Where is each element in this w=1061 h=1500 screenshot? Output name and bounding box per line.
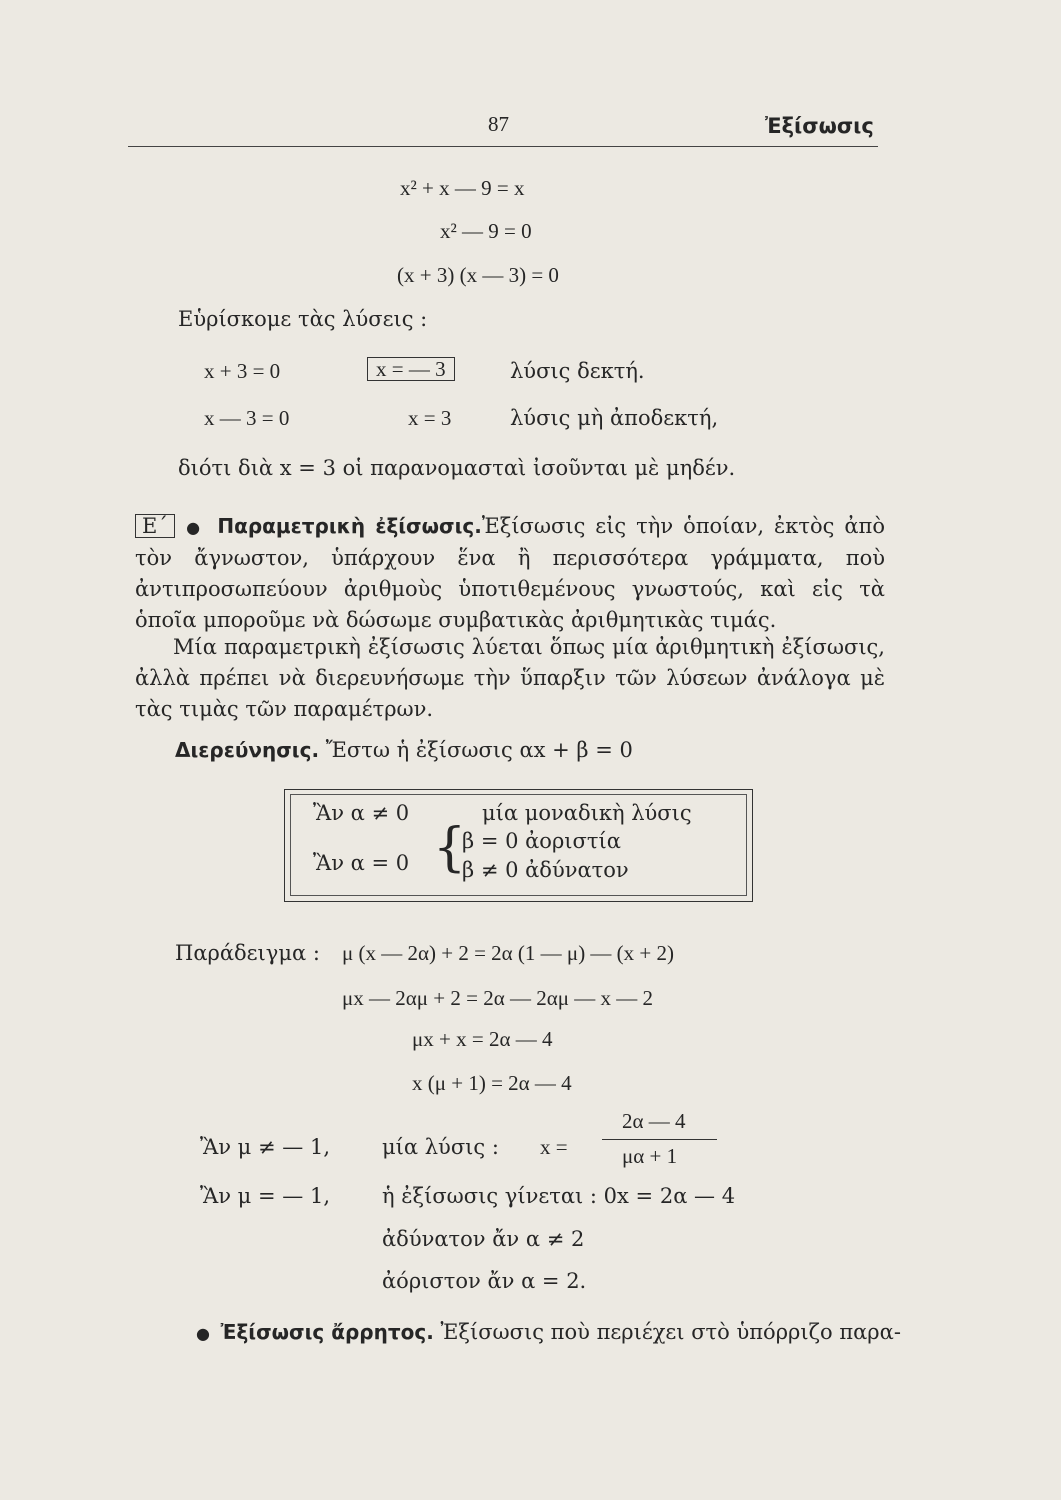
section-mark: Ε΄ [135,514,175,538]
case-2-text: ἡ ἐξίσωσις γίνεται : 0x = 2α — 4 [382,1184,736,1208]
equation-line-3: (x + 3) (x — 3) = 0 [397,263,559,287]
fraction-numerator: 2α — 4 [622,1109,686,1133]
because-line: διότι διὰ x = 3 οἱ παρανομασταὶ ἰσοῦνται μὲ μηδέν. [178,456,736,480]
case-2-condition: Ἂν μ = — 1, [200,1184,330,1208]
irrational-title: Ἐξίσωσις ἄρρητος. [220,1320,434,1344]
solutions-intro: Εὑρίσκομε τὰς λύσεις : [178,307,428,331]
example-line-1: μ (x — 2α) + 2 = 2α (1 — μ) — (x + 2) [342,941,675,965]
parametric-paragraph: Μία παραμετρικὴ ἐξίσωσις λύεται ὅπως μία ἀριθμητικὴ ἐξίσωσις, ἀλλὰ πρέπει νὰ διερευνήσωμε τὴν ὕπαρξιν τῶν λύσεων ἀνάλογα μὲ τὰς τιμὰς τῶν παραμέτρων. [135,635,885,721]
irrational-equation-line [196,1318,901,1348]
solution-1-note: λύσις δεκτή. [510,359,645,383]
solution-2-result: x = 3 [408,406,452,430]
case-1-x: x = [540,1135,568,1159]
section-e-paragraph [135,511,885,636]
irrational-text: Ἐξίσωσις ποὺ περιέχει στὸ ὑπόρριζο παρα- [440,1320,901,1344]
solution-1-box: x = — 3 [367,357,455,381]
example-label: Παράδειγμα : [175,941,320,965]
section-e-text: Ἐξίσωσις εἰς τὴν ὁποίαν, ἐκτὸς ἀπὸ τὸν ἄγνωστον, ὑπάρχουν ἕνα ἢ περισσότερα γράμματα, ποὺ ἀντιπροσωπεύουν ἀριθμοὺς ὑποτιθεμένους γνωστούς, καὶ εἰς τὰ ὁποῖα μποροῦμε νὰ δώσωμε συμβατικὰς ἀριθμητικὰς τιμάς. [135,514,885,632]
page-number: 87 [488,112,509,136]
solution-2-equation: x — 3 = 0 [204,406,290,430]
box-row2-condition: Ἂν α = 0 [313,851,410,875]
solution-2-note: λύσις μὴ ἀποδεκτή, [510,406,719,430]
example-line-2: μx — 2αμ + 2 = 2α — 2αμ — x — 2 [342,986,653,1010]
example-line-3: μx + x = 2α — 4 [412,1027,553,1051]
case-1-condition: Ἂν μ ≠ — 1, [200,1135,330,1159]
discussion-title: Διερεύνησις. [175,738,320,762]
header-rule [128,146,878,147]
fraction-denominator: μα + 1 [622,1144,678,1168]
box-row1-condition: Ἂν α ≠ 0 [313,801,410,825]
box-row2-case-b: β ≠ 0 ἀδύνατον [462,858,629,882]
running-title: Ἐξίσωσις [765,114,874,138]
solution-1-equation: x + 3 = 0 [204,359,281,383]
equation-line-1: x² + x — 9 = x [400,176,525,200]
solution-1-result [367,356,455,382]
equation-line-2: x² — 9 = 0 [440,219,532,243]
discussion-line [175,737,633,763]
bullet-icon: ● [182,518,204,537]
case-1-text: μία λύσις : [382,1135,499,1159]
curly-brace-icon: { [433,818,467,878]
discussion-text: Ἔστω ἡ ἐξίσωσις αx + β = 0 [325,738,633,762]
fraction-bar [602,1139,717,1140]
box-row2-case-a: β = 0 ἀοριστία [462,829,621,853]
example-line-4: x (μ + 1) = 2α — 4 [412,1071,572,1095]
bullet-icon: ● [196,1324,210,1343]
case-3-text: ἀδύνατον ἄν α ≠ 2 [382,1227,585,1251]
box-row1-result: μία μοναδικὴ λύσις [482,801,692,825]
section-e-title: Παραμετρικὴ ἐξίσωσις. [217,514,482,538]
case-4-text: ἀόριστον ἄν α = 2. [382,1269,587,1293]
